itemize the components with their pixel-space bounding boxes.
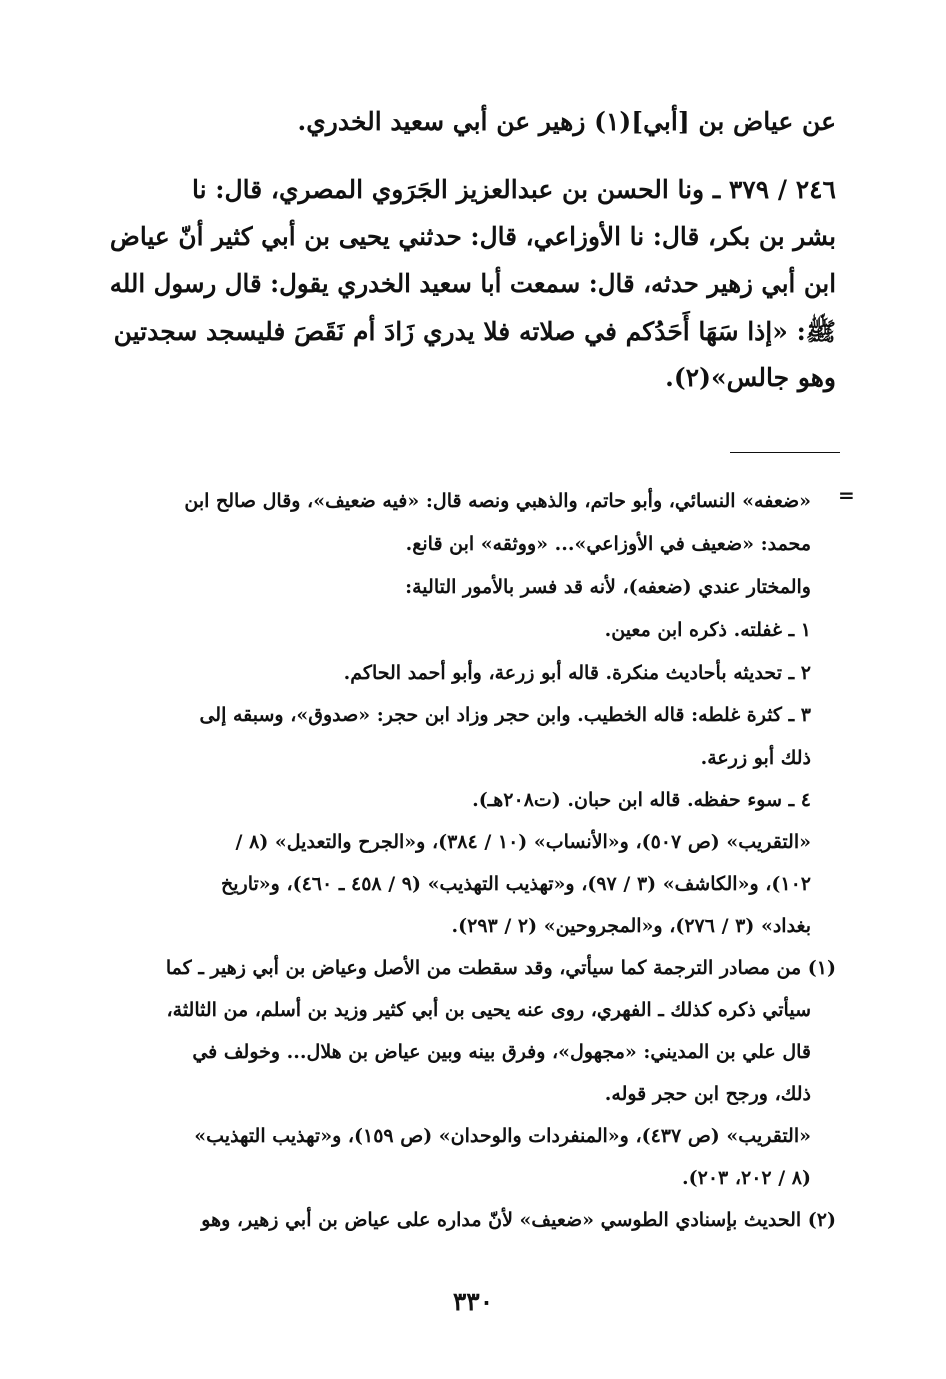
footnote-line: ١٠٢)، و«الكاشف» (٣ / ٩٧)، و«تهذيب التهذيب» (٩ / ٤٥٨ ـ ٤٦٠)، و«تاريخ (220, 873, 811, 895)
footnote-line: «التقريب» (ص ٥٠٧)، و«الأنساب» (١٠ / ٣٨٤)، و«الجرح والتعديل» (٨ / (235, 831, 811, 853)
main-line-1: عن عياض بن [أبي](١) زهير عن أبي سعيد الخدري. (297, 107, 836, 136)
main-line-6: وهو جالس»(٢). (665, 363, 836, 392)
footnote-line: والمختار عندي (ضعفه)، لأنه قد فسر بالأمور التالية: (405, 576, 811, 598)
footnote-line: محمد: «ضعيف في الأوزاعي»... «ووثقه» ابن قانع. (405, 533, 811, 555)
main-line-5: ﷺ: «إذا سَهَا أَحَدُكم في صلاته فلا يدري زَادَ أم نَقَصَ فليسجد سجدتين (113, 317, 836, 346)
footnote-line: ٢ ـ تحديثه بأحاديث منكرة. قاله أبو زرعة، وأبو أحمد الحاكم. (343, 662, 811, 684)
main-line-3: بشر بن بكر، قال: نا الأوزاعي، قال: حدثني يحيى بن أبي كثير أنّ عياض (109, 222, 837, 251)
footnote-separator (730, 452, 840, 453)
footnote-line: (٨ / ٢٠٢، ٢٠٣). (682, 1167, 811, 1189)
footnote-line: سيأتي ذكره كذلك ـ الفهري، روى عنه يحيى بن أبي كثير وزيد بن أسلم، من الثالثة، (166, 999, 811, 1021)
footnote-continuation-mark: = (838, 483, 855, 507)
main-line-2: ٢٤٦ / ٣٧٩ ـ ونا الحسن بن عبدالعزيز الجَرَوي المصري، قال: نا (191, 175, 836, 204)
footnote-line: ذلك، ورجح ابن حجر قوله. (604, 1083, 811, 1105)
footnote-line: ٣ ـ كثرة غلطه: قاله الخطيب. وابن حجر وزاد ابن حجر: «صدوق»، وسبقه إلى (199, 704, 811, 726)
footnote-line: (١) من مصادر الترجمة كما سيأتي، وقد سقطت من الأصل وعياض بن أبي زهير ـ كما (165, 957, 836, 979)
footnote-line: «ضعفه» النسائي، وأبو حاتم، والذهبي ونصه قال: «فيه ضعيف»، وقال صالح ابن (184, 490, 811, 512)
footnote-line: قال علي بن المديني: «مجهول»، وفرق بينه وبين عياض بن هلال... وخولف في (192, 1041, 811, 1063)
page-number: ٣٣٠ (452, 1287, 494, 1316)
footnote-line: بغداد» (٣ / ٢٧٦)، و«المجروحين» (٢ / ٢٩٣). (451, 915, 811, 937)
footnote-line: ١ ـ غفلته. ذكره ابن معين. (604, 619, 811, 641)
footnote-line: (٢) الحديث بإسنادي الطوسي «ضعيف» لأنّ مداره على عياض بن أبي زهير، وهو (201, 1209, 836, 1231)
footnote-line: ذلك أبو زرعة. (700, 747, 811, 769)
footnote-line: ٤ ـ سوء حفظه. قاله ابن حبان. (ت٢٠٨هـ). (472, 789, 811, 811)
main-line-4: ابن أبي زهير حدثه، قال: سمعت أبا سعيد الخدري يقول: قال رسول الله (109, 269, 836, 298)
footnote-line: «التقريب» (ص ٤٣٧)، و«المنفردات والوحدان» (ص ١٥٩)، و«تهذيب التهذيب» (194, 1125, 811, 1147)
